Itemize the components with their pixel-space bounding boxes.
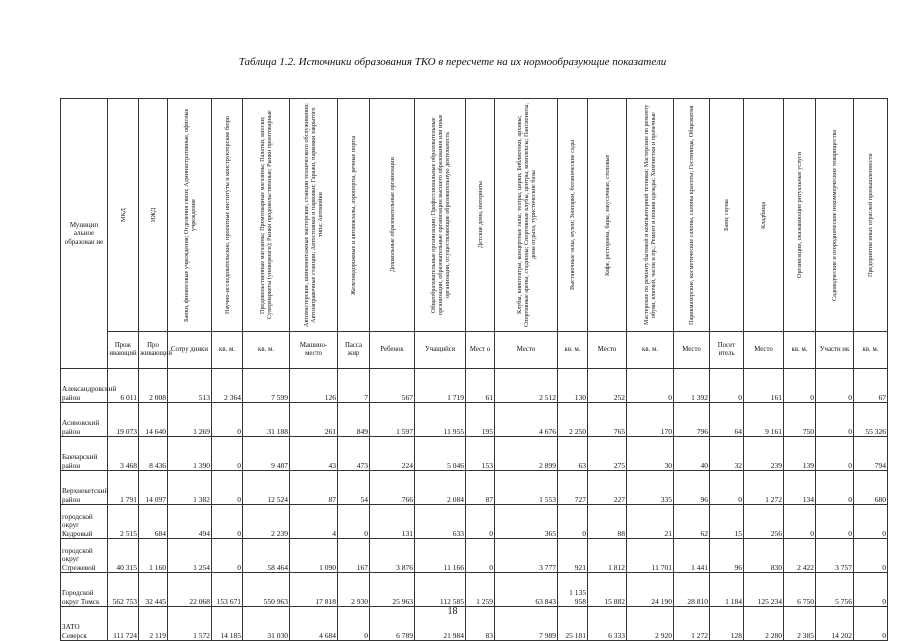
table-cell: 62: [674, 505, 710, 539]
column-header: [854, 99, 888, 332]
table-cell: 24 190: [627, 573, 674, 607]
table-cell: 9 161: [744, 403, 784, 437]
column-header: [370, 99, 415, 332]
table-cell: 19 073: [108, 403, 139, 437]
table-cell: 633: [415, 505, 466, 539]
table-cell: 3 876: [370, 539, 415, 573]
table-cell: 0: [854, 539, 888, 573]
table-cell: 2 084: [415, 471, 466, 505]
column-header: [784, 99, 816, 332]
table-cell: 0: [627, 369, 674, 403]
table-cell: 9 487: [243, 437, 290, 471]
table-cell: 4 684: [290, 607, 338, 641]
table-cell: 256: [744, 505, 784, 539]
column-header-label: Предприятия иных отраслей промышленности: [867, 153, 874, 277]
municipality-name: Александровский район: [61, 369, 108, 403]
table-cell: 7 599: [243, 369, 290, 403]
column-unit: кв. м.: [212, 332, 243, 369]
table-cell: 2 280: [744, 607, 784, 641]
table-cell: 1 719: [415, 369, 466, 403]
table-cell: 2 515: [108, 505, 139, 539]
column-unit: Ребенок: [370, 332, 415, 369]
table-cell: 31 188: [243, 403, 290, 437]
table-cell: 224: [370, 437, 415, 471]
column-unit: Про живающий: [139, 332, 168, 369]
column-header: [558, 99, 588, 332]
column-header-label: Бани, сауны: [723, 199, 730, 231]
table-cell: 11 701: [627, 539, 674, 573]
table-cell: 11 166: [415, 539, 466, 573]
table-cell: 1 254: [168, 539, 212, 573]
table-cell: 139: [784, 437, 816, 471]
table-cell: 562 753: [108, 573, 139, 607]
table-cell: 87: [466, 471, 495, 505]
table-cell: 153 671: [212, 573, 243, 607]
table-cell: 0: [710, 471, 744, 505]
table-cell: 684: [139, 505, 168, 539]
column-unit: Мест о: [466, 332, 495, 369]
table-cell: 0: [816, 437, 854, 471]
table-cell: 11 955: [415, 403, 466, 437]
column-header-label: Автомастерские, шиномонтажные мастерские, станции технического обслуживания; Автозаправочные станции; Автостоянки и парковки; Гаражи, парковки закрытого типа; Автомойки: [303, 103, 324, 327]
table-cell: 550 963: [243, 573, 290, 607]
column-header-label: Продовольственные магазины; Промтоварные магазины; Палатки, киоски; Супермаркеты (универмаги); Рынки продовольственные; Рынки промтоварные: [259, 110, 273, 320]
table-cell: 167: [338, 539, 370, 573]
column-header-label: Кафе, рестораны, бары, закусочные, столовые: [603, 154, 611, 276]
table-cell: 96: [710, 539, 744, 573]
municipality-name: Бакчарский район: [61, 437, 108, 471]
table-cell: 921: [558, 539, 588, 573]
table-cell: 1 441: [674, 539, 710, 573]
table-cell: 17 818: [290, 573, 338, 607]
table-cell: 14 640: [139, 403, 168, 437]
column-unit: Участн ик: [816, 332, 854, 369]
table-cell: 40 315: [108, 539, 139, 573]
table-cell: 2 899: [495, 437, 558, 471]
table-cell: 494: [168, 505, 212, 539]
column-header-label: Детские дома, интернаты: [476, 181, 484, 249]
column-header: [744, 99, 784, 332]
column-unit: Машино- место: [290, 332, 338, 369]
table-cell: 2 250: [558, 403, 588, 437]
table-cell: 54: [338, 471, 370, 505]
table-cell: 14 185: [212, 607, 243, 641]
table-cell: 0: [784, 505, 816, 539]
table-cell: 131: [370, 505, 415, 539]
table-cell: 6 750: [784, 573, 816, 607]
table-row: [61, 403, 888, 437]
column-unit: кв. м.: [243, 332, 290, 369]
column-header: [168, 99, 212, 332]
table-cell: 275: [588, 437, 627, 471]
column-unit: Посет итель: [710, 332, 744, 369]
table-cell: 0: [854, 607, 888, 641]
column-header-label: Садоводческие и огороднические некоммерческие товарищества: [831, 129, 838, 301]
column-header-label: Общеобразовательные организации; Профессиональные образовательные организации, образовательные организации высшего образования или иные организации, осуществляющие образовательную деятельность: [429, 114, 451, 316]
table-cell: 0: [558, 505, 588, 539]
column-unit: Место: [744, 332, 784, 369]
table-cell: 195: [466, 403, 495, 437]
table-cell: 2 422: [784, 539, 816, 573]
table-cell: 125 234: [744, 573, 784, 607]
column-header: [212, 99, 243, 332]
table-cell: 25 963: [370, 573, 415, 607]
column-header-label: Парикмахерские, косметические салоны, салоны красоты; Гостиницы, Общежития: [688, 105, 695, 325]
table-cell: 1 269: [168, 403, 212, 437]
municipality-name: Асиновский район: [61, 403, 108, 437]
column-unit: Место: [495, 332, 558, 369]
table-cell: 8 436: [139, 437, 168, 471]
municipality-name: Городской округ Томск: [61, 573, 108, 607]
table-cell: 0: [212, 471, 243, 505]
table-row: [61, 369, 888, 403]
table-cell: 0: [212, 437, 243, 471]
column-header-label: Банки, финансовые учреждения; Отделения связи; Административные, офисные учреждения: [182, 108, 197, 322]
municipality-name: Верхнекетский район: [61, 471, 108, 505]
table-row: [61, 505, 888, 539]
table-cell: 67: [854, 369, 888, 403]
table-cell: 261: [290, 403, 338, 437]
table-cell: 0: [816, 471, 854, 505]
table-cell: 25 181: [558, 607, 588, 641]
table-cell: 2 364: [212, 369, 243, 403]
table-cell: 3 468: [108, 437, 139, 471]
table-cell: 63: [558, 437, 588, 471]
table-cell: 1 272: [744, 471, 784, 505]
table-cell: 55 326: [854, 403, 888, 437]
table-row: [61, 437, 888, 471]
column-header-label: Организации, оказывающие ритуальные услуги: [796, 152, 803, 279]
table-cell: 14 097: [139, 471, 168, 505]
table-cell: 5 756: [816, 573, 854, 607]
table-cell: 680: [854, 471, 888, 505]
column-header-label: Дошкольные образовательные организации: [388, 157, 396, 273]
table-cell: 6 789: [370, 607, 415, 641]
column-unit: Прож ивающий: [108, 332, 139, 369]
table-cell: 58 464: [243, 539, 290, 573]
table-cell: 1 259: [466, 573, 495, 607]
waste-sources-table: [60, 98, 888, 641]
table-cell: 63 843: [495, 573, 558, 607]
table-cell: 239: [744, 437, 784, 471]
table-cell: 112 585: [415, 573, 466, 607]
table-cell: 1 572: [168, 607, 212, 641]
table-cell: 153: [466, 437, 495, 471]
table-cell: 43: [290, 437, 338, 471]
column-unit: кв. м.: [558, 332, 588, 369]
table-cell: 830: [744, 539, 784, 573]
table-cell: 1 791: [108, 471, 139, 505]
table-cell: 2 239: [243, 505, 290, 539]
column-header-label: Выставочные залы, музеи; Зоопарки, ботанические сады: [569, 140, 576, 291]
table-cell: 0: [338, 505, 370, 539]
table-cell: 32: [710, 437, 744, 471]
page-number: 18: [447, 606, 458, 617]
table-cell: 1 392: [674, 369, 710, 403]
municipality-name: городской округ Кедровый: [61, 505, 108, 539]
column-unit: Место: [674, 332, 710, 369]
table-cell: 1 812: [588, 539, 627, 573]
table-cell: 0: [816, 369, 854, 403]
column-header: [495, 99, 558, 332]
column-header: [415, 99, 466, 332]
table-cell: 61: [466, 369, 495, 403]
table-cell: 765: [588, 403, 627, 437]
table-cell: 0: [784, 369, 816, 403]
column-header: [243, 99, 290, 332]
table-cell: 2 512: [495, 369, 558, 403]
column-header-label: МКД: [119, 208, 127, 222]
column-header-label: ИЖД: [149, 207, 157, 223]
header-row-labels: [61, 99, 888, 332]
table-cell: 0: [854, 573, 888, 607]
table-cell: 567: [370, 369, 415, 403]
table-cell: 88: [588, 505, 627, 539]
municipality-name: городской округ Стрежевой: [61, 539, 108, 573]
table-cell: 0: [212, 539, 243, 573]
table-cell: 2 920: [627, 607, 674, 641]
table-cell: 126: [290, 369, 338, 403]
column-header-label: Клубы, кинотеатры, концертные залы, театры, цирки; Библиотеки, архивы; Спортивные арены, стадионы; Спортивные клубы, центры, комплексы; Пансионаты, дома отдыха, туристические базы: [515, 103, 537, 327]
table-cell: 1 160: [139, 539, 168, 573]
table-cell: 87: [290, 471, 338, 505]
table-cell: 83: [466, 607, 495, 641]
table-cell: 12 524: [243, 471, 290, 505]
table-cell: 64: [710, 403, 744, 437]
table-cell: 1 135 958: [558, 573, 588, 607]
table-cell: 15: [710, 505, 744, 539]
table-cell: 3 757: [816, 539, 854, 573]
header-row-units: [61, 332, 888, 369]
table-cell: 796: [674, 403, 710, 437]
table-cell: 6 011: [108, 369, 139, 403]
table-cell: 0: [338, 607, 370, 641]
table-cell: 1 597: [370, 403, 415, 437]
table-cell: 0: [466, 539, 495, 573]
table-cell: 111 724: [108, 607, 139, 641]
table-cell: 513: [168, 369, 212, 403]
table-cell: 0: [854, 505, 888, 539]
table-cell: 2 008: [139, 369, 168, 403]
table-cell: 2 385: [784, 607, 816, 641]
column-header: [290, 99, 338, 332]
column-header: [627, 99, 674, 332]
column-unit: Пасса жир: [338, 332, 370, 369]
table-cell: 227: [588, 471, 627, 505]
column-unit: Сотру дники: [168, 332, 212, 369]
table-cell: 473: [338, 437, 370, 471]
column-header: [710, 99, 744, 332]
table-cell: 0: [816, 403, 854, 437]
table-cell: 1 382: [168, 471, 212, 505]
table-cell: 130: [558, 369, 588, 403]
table-cell: 365: [495, 505, 558, 539]
table-row: [61, 539, 888, 573]
municipality-name: ЗАТО Северск: [61, 607, 108, 641]
table-cell: 0: [212, 403, 243, 437]
municipality-header: Муницип альное образован ие: [61, 99, 108, 369]
table-cell: 1 272: [674, 607, 710, 641]
column-unit: кв. м.: [627, 332, 674, 369]
table-cell: 3 777: [495, 539, 558, 573]
table-cell: 4 676: [495, 403, 558, 437]
table-cell: 1 090: [290, 539, 338, 573]
table-cell: 15 882: [588, 573, 627, 607]
table-cell: 1 184: [710, 573, 744, 607]
table-cell: 750: [784, 403, 816, 437]
table-cell: 4: [290, 505, 338, 539]
column-header-label: Кладбища: [760, 201, 767, 229]
table-cell: 0: [212, 505, 243, 539]
table-cell: 0: [710, 369, 744, 403]
column-unit: кв. м.: [854, 332, 888, 369]
table-caption: Таблица 1.2. Источники образования ТКО в пересчете на их нормообразующие показатели: [238, 56, 667, 68]
table-cell: 40: [674, 437, 710, 471]
table-cell: 30: [627, 437, 674, 471]
table-cell: 21: [627, 505, 674, 539]
table-cell: 794: [854, 437, 888, 471]
column-header: [108, 99, 139, 332]
table-cell: 128: [710, 607, 744, 641]
column-header-label: Железнодорожные и автовокзалы, аэропорты, речные порты: [350, 135, 357, 295]
column-header: [674, 99, 710, 332]
table-cell: 766: [370, 471, 415, 505]
table-cell: 21 984: [415, 607, 466, 641]
table-cell: 28 810: [674, 573, 710, 607]
table-cell: 96: [674, 471, 710, 505]
column-unit: кв. м.: [784, 332, 816, 369]
table-cell: 7 989: [495, 607, 558, 641]
table-cell: 849: [338, 403, 370, 437]
table-cell: 0: [466, 505, 495, 539]
column-header: [139, 99, 168, 332]
column-header-label: Мастерские по ремонту бытовой и компьютерной техники; Мастерские по ремонту обуви, ключей, часов и пр.; Ремонт и пошив одежды; Химчистки и прачечные: [643, 104, 657, 326]
column-header: [816, 99, 854, 332]
table-cell: 14 202: [816, 607, 854, 641]
table-cell: 170: [627, 403, 674, 437]
table-row: [61, 471, 888, 505]
table-cell: 161: [744, 369, 784, 403]
column-unit: Место: [588, 332, 627, 369]
column-header-label: Научно-исследовательские, проектные институты и конструкторские бюро: [223, 116, 231, 314]
table-cell: 134: [784, 471, 816, 505]
table-cell: 1 553: [495, 471, 558, 505]
table-cell: 252: [588, 369, 627, 403]
column-header: [466, 99, 495, 332]
column-header: [588, 99, 627, 332]
table-cell: 32 445: [139, 573, 168, 607]
table-cell: 2 119: [139, 607, 168, 641]
table-cell: 1 390: [168, 437, 212, 471]
table-cell: 31 030: [243, 607, 290, 641]
table-cell: 2 930: [338, 573, 370, 607]
table-row: [61, 573, 888, 607]
table-cell: 5 046: [415, 437, 466, 471]
column-header: [338, 99, 370, 332]
table-cell: 22 068: [168, 573, 212, 607]
table-cell: 335: [627, 471, 674, 505]
table-cell: 6 333: [588, 607, 627, 641]
column-unit: Учащийся: [415, 332, 466, 369]
table-cell: 7: [338, 369, 370, 403]
table-cell: 727: [558, 471, 588, 505]
table-cell: 0: [816, 505, 854, 539]
